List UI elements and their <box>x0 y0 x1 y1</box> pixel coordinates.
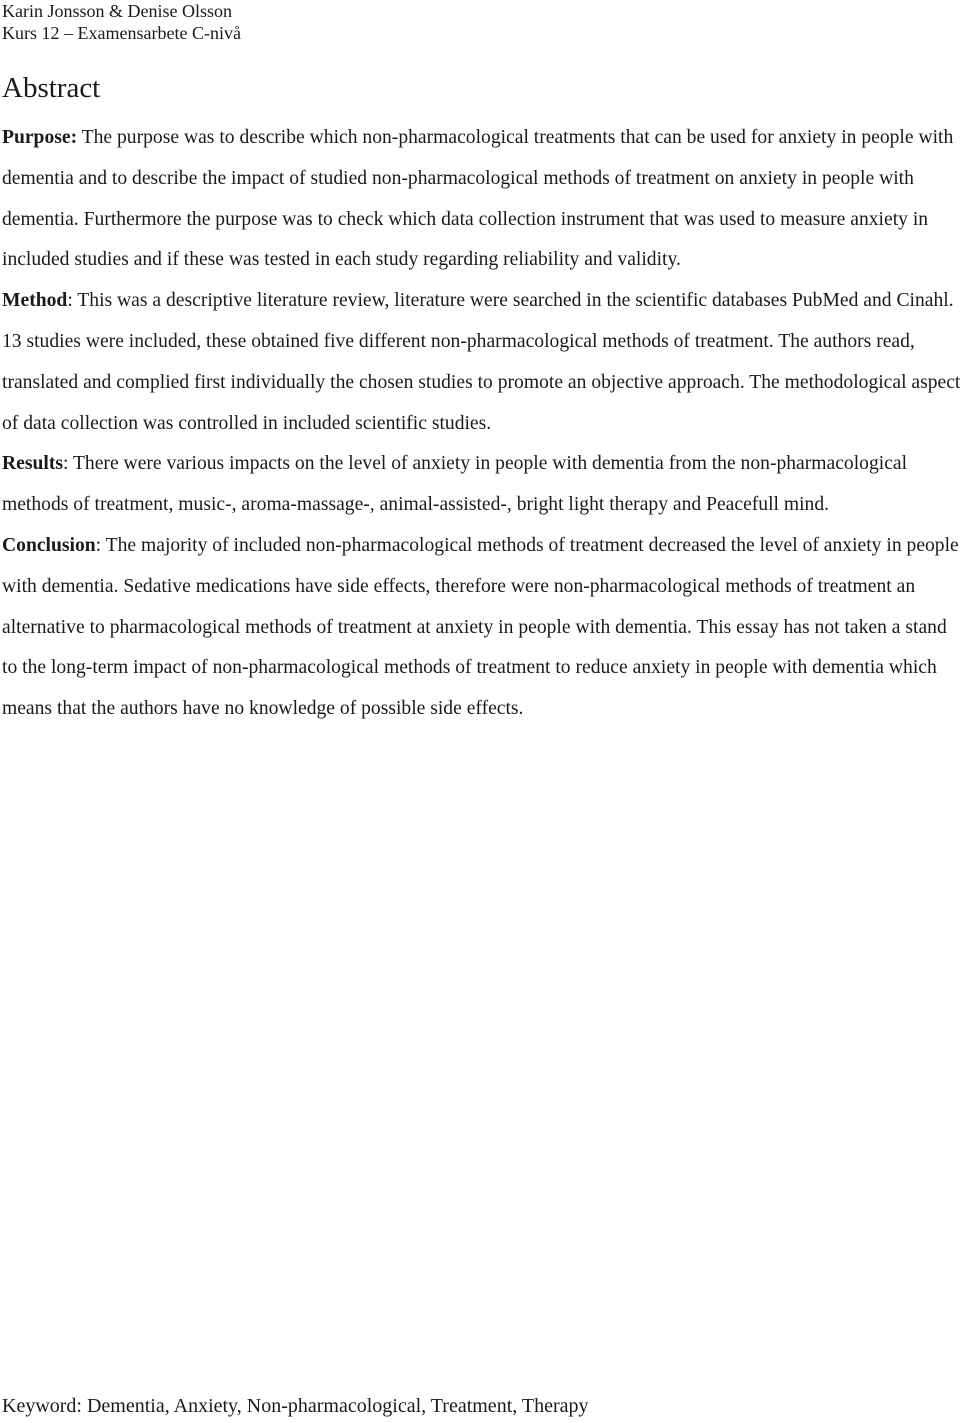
page-header <box>2 0 241 44</box>
keyword-line: Keyword: Dementia, Anxiety, Non-pharmacological, Treatment, Therapy <box>2 1395 589 1417</box>
method-text: : This was a descriptive literature review, literature were searched in the scientific databases PubMed and Cinahl. 13 studies were included, these obtained five different non-pharmacological methods of treatment. The authors read, translated and complied first individually the chosen studies to promote an objective approach. The methodological aspect of data collection was controlled in included scientific studies. <box>2 290 960 434</box>
results-text: : There were various impacts on the level of anxiety in people with dementia from the non-pharmacological methods of treatment, music-, aroma-massage-, animal-assisted-, bright light therapy and Peacefull mind. <box>2 453 908 516</box>
purpose-label: Purpose: <box>2 127 78 148</box>
results-label: Results <box>2 453 63 475</box>
purpose-text: The purpose was to describe which non-pharmacological treatments that can be used for anxiety in people with dementia and to describe the impact of studied non-pharmacological methods of treatment on anxiety in people with dementia. Furthermore the purpose was to check which data collection instrument that was used to measure anxiety in included studies and if these was tested in each study regarding reliability and validity. <box>2 127 954 271</box>
results-paragraph <box>2 444 960 526</box>
conclusion-paragraph <box>2 526 960 730</box>
method-label: Method <box>2 290 68 312</box>
conclusion-text: : The majority of included non-pharmacological methods of treatment decreased the level of anxiety in people with dementia. Sedative medications have side effects, therefore were non-pharmacological methods of treatment an alternative to pharmacological methods of treatment at anxiety in people with dementia. This essay has not taken a stand to the long-term impact of non-pharmacological methods of treatment to reduce anxiety in people with dementia which means that the authors have no knowledge of possible side effects. <box>2 534 959 720</box>
abstract-body <box>2 118 960 730</box>
abstract-title: Abstract <box>2 72 101 104</box>
header-authors: Karin Jonsson & Denise Olsson <box>2 1 232 21</box>
purpose-paragraph <box>2 118 960 281</box>
conclusion-label: Conclusion <box>2 534 96 556</box>
header-course: Kurs 12 – Examensarbete C-nivå <box>2 23 241 43</box>
method-paragraph <box>2 281 960 444</box>
